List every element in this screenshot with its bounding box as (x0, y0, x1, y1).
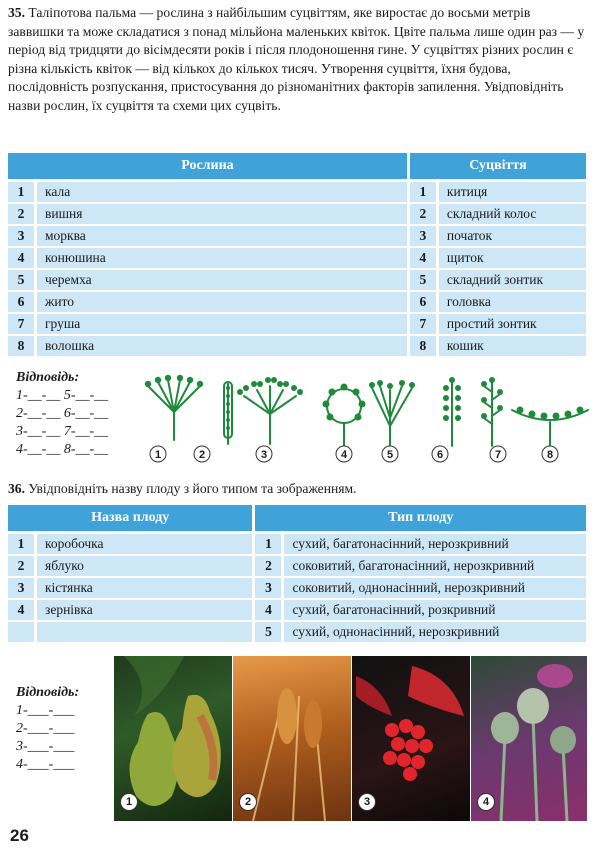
scheme-number (432, 446, 448, 462)
scheme-number-4: 4 (340, 449, 348, 461)
left-item: вишня (37, 204, 410, 226)
left-number: 4 (8, 600, 37, 622)
left-item: жито (37, 292, 410, 314)
left-number: 3 (8, 578, 37, 600)
scheme-number (382, 446, 398, 462)
table-row (8, 270, 586, 292)
right-number: 7 (410, 314, 439, 336)
answer-line: 1-__-__ 5-__-__ (16, 388, 109, 403)
right-number: 5 (410, 270, 439, 292)
scheme-number (194, 446, 210, 462)
scheme-number (256, 446, 272, 462)
photo-number-4: 4 (477, 793, 495, 811)
task-text: Увідповідніть назву плоду з його типом та зображенням. (28, 481, 357, 496)
right-item: щиток (439, 248, 586, 270)
right-number: 2 (410, 204, 439, 226)
table-row (8, 336, 586, 358)
right-number: 6 (410, 292, 439, 314)
scheme-number-3: 3 (260, 449, 268, 461)
wheat-photo (233, 656, 351, 821)
left-item: конюшина (37, 248, 410, 270)
left-number: 5 (8, 270, 37, 292)
column-header-plant: Рослина (8, 153, 410, 182)
right-number: 5 (255, 622, 284, 644)
right-number: 1 (410, 182, 439, 204)
scheme-number (490, 446, 506, 462)
table-row (8, 622, 586, 644)
right-item: сухий, багатонасінний, нерозкривний (284, 534, 586, 556)
scheme-number-5: 5 (386, 449, 394, 461)
right-item: початок (439, 226, 586, 248)
left-number: 2 (8, 556, 37, 578)
left-number: 2 (8, 204, 37, 226)
task-number: 35. (8, 5, 25, 20)
left-number: 1 (8, 534, 37, 556)
scheme-number-6: 6 (436, 449, 444, 461)
plants-inflorescence-table (8, 153, 586, 358)
right-number: 3 (255, 578, 284, 600)
column-header-inflorescence: Суцвіття (410, 153, 586, 182)
task-number: 36. (8, 481, 25, 496)
photo-number-1: 1 (120, 793, 138, 811)
left-number: 8 (8, 336, 37, 358)
right-item: соковитий, однонасінний, нерозкривний (284, 578, 586, 600)
left-item: коробочка (37, 534, 255, 556)
answer-line: 2-__-__ 6-__-__ (16, 406, 109, 421)
left-number (8, 622, 37, 644)
task-36 (8, 480, 588, 499)
scheme-number (336, 446, 352, 462)
left-item: кістянка (37, 578, 255, 600)
left-number: 3 (8, 226, 37, 248)
page-number: 26 (10, 826, 29, 845)
right-number: 4 (410, 248, 439, 270)
answer-title: Відповідь: (16, 685, 80, 700)
scheme-compound-umbel (244, 386, 296, 444)
left-item: черемха (37, 270, 410, 292)
right-item: кошик (439, 336, 586, 358)
table-row (8, 600, 586, 622)
answer-line: 4-___-___ (16, 757, 75, 772)
left-number: 7 (8, 314, 37, 336)
table-row (8, 182, 586, 204)
table-row (8, 204, 586, 226)
left-item (37, 622, 255, 644)
answer-line: 3-__-__ 7-__-__ (16, 424, 109, 439)
left-item: яблуко (37, 556, 255, 578)
scheme-simple-umbel (148, 380, 200, 440)
column-header-fruit-name: Назва плоду (8, 505, 255, 534)
answer-line: 2-___-___ (16, 721, 75, 736)
table-row (8, 226, 586, 248)
poppy-capsules-photo (471, 656, 587, 821)
left-item: волошка (37, 336, 410, 358)
table-row (8, 248, 586, 270)
scheme-number-7: 7 (494, 449, 502, 461)
right-number: 1 (255, 534, 284, 556)
answer-block-36 (16, 684, 79, 774)
left-number: 6 (8, 292, 37, 314)
viburnum-berries-photo (352, 656, 470, 821)
right-item: простий зонтик (439, 314, 586, 336)
table-row (8, 314, 586, 336)
scheme-corymb (372, 386, 412, 446)
right-item: сухий, однонасінний, нерозкривний (284, 622, 586, 644)
answer-block-35 (16, 369, 108, 459)
table-row (8, 556, 586, 578)
scheme-capitulum (512, 410, 588, 446)
left-number: 1 (8, 182, 37, 204)
right-item: складний колос (439, 204, 586, 226)
photo-number-3: 3 (358, 793, 376, 811)
right-number: 3 (410, 226, 439, 248)
scheme-number (542, 446, 558, 462)
right-item: головка (439, 292, 586, 314)
scheme-number-8: 8 (546, 449, 554, 461)
photo-number-2: 2 (239, 793, 257, 811)
scheme-number (150, 446, 166, 462)
right-number: 8 (410, 336, 439, 358)
left-item: груша (37, 314, 410, 336)
answer-line: 4-__-__ 8-__-__ (16, 442, 109, 457)
left-item: морква (37, 226, 410, 248)
left-item: кала (37, 182, 410, 204)
task-text: Таліпотова пальма — рослина з найбільшим суцвіттям, яке виростає до восьми метрів заввишки та може складатися з понад мільйона маленьких квіток. Цвіте пальма лише один раз — у період від тридцяти до вісімдесяти років і після плодоношення гине. У суцвіттях різних рослин є різна кількість квіток — від кількох до кількох тисяч. Утворення суцвіття, їхня будова, послідовність розпускання, пристосування до різноманітних факторів запилення. Увідповідніть назви рослин, їх суцвіття та схеми цих суцвіть. (8, 5, 585, 113)
fruit-type-table (8, 505, 586, 644)
table-row (8, 534, 586, 556)
table-row (8, 578, 586, 600)
answer-line: 1-___-___ (16, 703, 75, 718)
left-item: зернівка (37, 600, 255, 622)
task-35 (8, 4, 588, 116)
table-row (8, 292, 586, 314)
right-item: сухий, багатонасінний, розкривний (284, 600, 586, 622)
pear-photo (114, 656, 232, 821)
column-header-fruit-type: Тип плоду (255, 505, 586, 534)
scheme-number-2: 2 (198, 449, 206, 461)
scheme-number-1: 1 (154, 449, 162, 461)
answer-line: 3-___-___ (16, 739, 75, 754)
left-number: 4 (8, 248, 37, 270)
answer-title: Відповідь: (16, 370, 80, 385)
right-item: соковитий, багатонасінний, нерозкривний (284, 556, 586, 578)
right-item: складний зонтик (439, 270, 586, 292)
right-item: китиця (439, 182, 586, 204)
inflorescence-schemes (140, 372, 590, 467)
right-number: 4 (255, 600, 284, 622)
right-number: 2 (255, 556, 284, 578)
